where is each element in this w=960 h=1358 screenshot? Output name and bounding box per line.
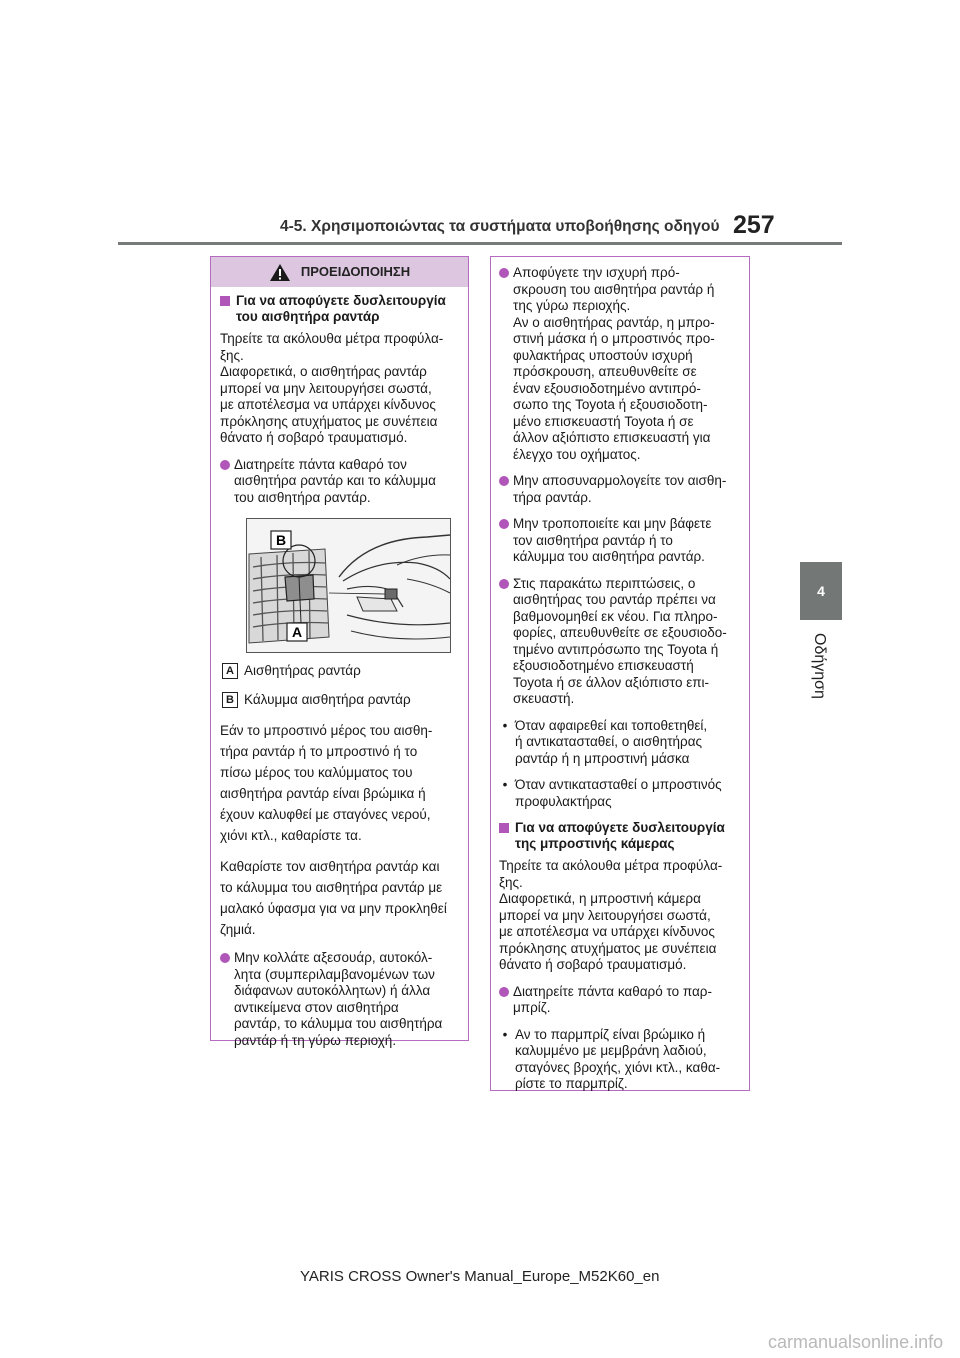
- header-divider: [118, 242, 842, 245]
- car-front-drawing: [247, 519, 450, 652]
- legend-item-a: [222, 663, 458, 680]
- figure-label-a: A: [291, 624, 303, 640]
- section-title-camera: Για να αποφύγετε δυσλειτουργία της μπροστινής κάμερας: [499, 820, 739, 852]
- camera-intro-paragraph: Τηρείτε τα ακόλουθα μέτρα προφύλα- ξης. Διαφορετικά, η μπροστινή κάμερα μπορεί να μην λειτουργήσει σωστά, με αποτέλεσμα να υπάρχει κίνδυνος πρόκλησης ατυχήματος με συνέπεια θάνατο ή σοβαρό τραυματισμό.: [499, 858, 723, 972]
- page-number: 257: [733, 211, 775, 239]
- round-bullet-icon: [220, 460, 230, 470]
- legend-text-a: Αισθητήρας ραντάρ: [244, 663, 361, 678]
- list-item: Μην τροποποιείτε και μην βάφετε τον αισθητήρα ραντάρ ή το κάλυμμα του αισθητήρα ραντάρ.: [499, 516, 739, 566]
- list-item: Στις παρακάτω περιπτώσεις, ο αισθητήρας του ραντάρ πρέπει να βαθμονομηθεί εκ νέου. Για πληρο- φορίες, απευθυνθείτε σε εξουσιοδο- τημένο αντιπρόσωπο της Toyota ή εξουσιοδοτημένο επισκευαστή Toyota ή σε άλλον αξιόπιστο επι- σκευαστή.: [499, 576, 739, 708]
- footer-text: YARIS CROSS Owner's Manual_Europe_M52K60_en: [300, 1268, 660, 1285]
- chapter-name: Οδήγηση: [811, 633, 828, 699]
- small-bullet-icon: •: [502, 777, 508, 792]
- list-item: Μην κολλάτε αξεσουάρ, αυτοκόλ- λητα (συμπεριλαμβανομένων των διάφανων αυτοκόλλητων) ή άλλα αντικείμενα στον αισθητήρα ραντάρ, το κάλυμμα του αισθητήρα ραντάρ ή τη γύρω περιοχή.: [220, 950, 458, 1049]
- intro-paragraph: Τηρείτε τα ακόλουθα μέτρα προφύλα- ξης. Διαφορετικά, ο αισθητήρας ραντάρ μπορεί να μην λειτουργήσει σωστά, με αποτέλεσμα να υπάρχει κίνδυνος πρόκλησης ατυχήματος με συνέπεια θάνατο ή σοβαρό τραυματισμό.: [220, 331, 444, 445]
- legend-text-b: Κάλυμμα αισθητήρα ραντάρ: [244, 691, 411, 707]
- figure-label-b: B: [275, 532, 287, 548]
- round-bullet-icon: [499, 476, 509, 486]
- sub-list-item: • Όταν αφαιρεθεί και τοποθετηθεί, ή αντικατασταθεί, ο αισθητήρας ραντάρ ή η μπροστινή μάσκα: [502, 717, 708, 766]
- list-item: Μην αποσυναρμολογείτε τον αισθη- τήρα ραντάρ.: [499, 473, 739, 506]
- warning-panel-left: [210, 256, 469, 1048]
- legend-key-a: A: [222, 663, 238, 679]
- round-bullet-icon: [499, 519, 509, 529]
- legend-key-b: B: [222, 692, 238, 708]
- round-bullet-icon: [220, 953, 230, 963]
- square-bullet-icon: [499, 823, 509, 833]
- radar-sensor-illustration: [246, 518, 451, 653]
- cleaning-paragraph-2: Καθαρίστε τον αισθητήρα ραντάρ και το κάλυμμα του αισθητήρα ραντάρ με μαλακό ύφασμα για να μην προκληθεί ζημιά.: [220, 859, 447, 937]
- list-item: Διατηρείτε πάντα καθαρό τον αισθητήρα ραντάρ και το κάλυμμα του αισθητήρα ραντάρ.: [220, 457, 458, 507]
- round-bullet-icon: [499, 268, 509, 278]
- warning-panel-right: [490, 256, 750, 1091]
- round-bullet-icon: [499, 987, 509, 997]
- section-title-radar: Για να αποφύγετε δυσλειτουργία του αισθητήρα ραντάρ: [220, 293, 458, 325]
- section-header: 4-5. Χρησιμοποιώντας τα συστήματα υποβοήθησης οδηγού: [280, 218, 720, 235]
- square-bullet-icon: [220, 296, 230, 306]
- warning-header: [211, 257, 468, 287]
- warning-label: ΠΡΟΕΙΔΟΠΟΙΗΣΗ: [300, 263, 411, 279]
- warning-triangle-icon: [269, 263, 291, 282]
- round-bullet-icon: [499, 579, 509, 589]
- chapter-number: 4: [817, 583, 825, 599]
- sub-list-item: • Αν το παρμπρίζ είναι βρώμικο ή καλυμμένο με μεμβράνη λαδιού, σταγόνες βροχής, χιόνι κτλ., καθα- ρίστε το παρμπρίζ.: [502, 1026, 721, 1091]
- list-item: Διατηρείτε πάντα καθαρό το παρ- μπρίζ.: [499, 984, 739, 1017]
- small-bullet-icon: •: [502, 717, 508, 733]
- chapter-tab: [800, 562, 842, 620]
- cleaning-paragraph-1: Εάν το μπροστινό μέρος του αισθη- τήρα ραντάρ ή το μπροστινό ή το πίσω μέρος του καλύμματος του αισθητήρα ραντάρ είναι βρώμικα ή έχουν καλυφθεί με σταγόνες νερού, χιόνι κτλ., καθαρίστε τα.: [220, 723, 433, 843]
- watermark: carmanualsonline.info: [768, 1332, 944, 1352]
- small-bullet-icon: •: [502, 1026, 508, 1042]
- legend-item-b: [222, 692, 458, 709]
- list-item: Αποφύγετε την ισχυρή πρό- σκρουση του αισθητήρα ραντάρ ή της γύρω περιοχής. Αν ο αισθητήρας ραντάρ, η μπρο- στινή μάσκα ή ο μπροστινός προ- φυλακτήρας υποστούν ισχυρή πρόσκρουση, απευθυνθείτε σε έναν εξουσιοδοτημένο αντιπρό- σωπο της Toyota ή εξουσιοδοτη- μένο επισκευαστή Toyota ή σε άλλον αξιόπιστο επισκευαστή για έλεγχο του οχήματος.: [499, 265, 739, 463]
- sub-list-item: • Όταν αντικατασταθεί ο μπροστινός προφυλακτήρας: [502, 777, 722, 809]
